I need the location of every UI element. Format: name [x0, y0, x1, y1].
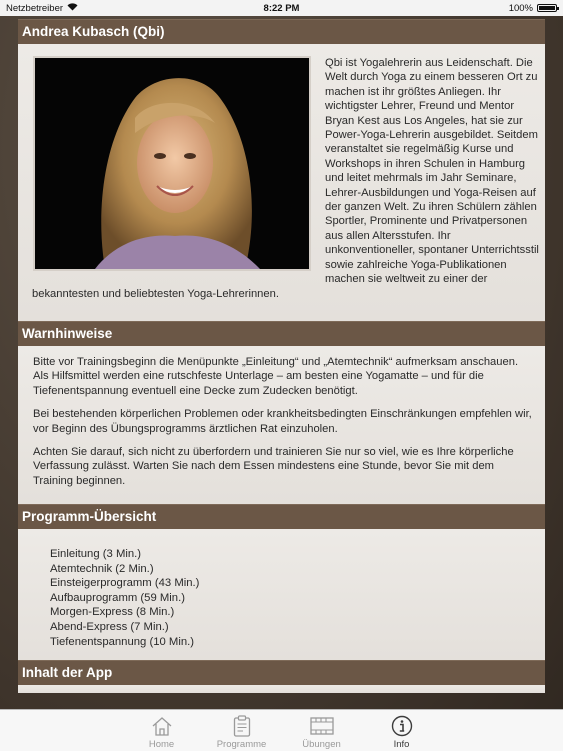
tab-home[interactable]	[122, 710, 202, 751]
status-left	[6, 3, 78, 14]
profile-bio: Qbi ist Yogalehrerin aus Leidenschaft. Die Welt durch Yoga zu einem besseren Ort zu machen ist ihr größtes Anliegen. Ihr wichtigster Lehrer, Freund und Mentor Bryan Kest aus Los Angeles, hat sie zur Power-Yoga-Lehrerin ausgebildet. Seitdem veranstaltet sie regelmäßig Kurse und Workshops in ihren Schulen in Hamburg und leitet mehrmals im Jahr Seminare, Lehrer-Ausbildungen und Yoga-Reisen auf der ganzen Welt. Zu ihren Schülern zählen Sportler, Prominente und Privatpersonen aus allen Altersstufen. Ihr unkonventioneller, spontaner Unterrichtsstil sowie zahlreiche Yoga-Publikationen machen sie weltweit zu einer der bekanntesten und beliebtesten Yoga-Lehrerinnen.	[32, 57, 539, 300]
carrier-label: Netzbetreiber	[6, 2, 64, 14]
warnings-panel	[18, 346, 545, 504]
tab-bar	[0, 709, 563, 751]
content-panel	[18, 685, 545, 693]
list-item: Tiefenentspannung (10 Min.)	[50, 635, 195, 648]
status-right	[509, 3, 557, 14]
battery-percent: 100%	[508, 2, 533, 14]
list-item: Einleitung (3 Min.)	[50, 548, 142, 560]
list-item: Einsteigerprogramm (43 Min.)	[50, 577, 200, 590]
info-scroll-view[interactable]	[18, 19, 545, 693]
profile-photo	[33, 56, 311, 271]
tab-info[interactable]	[362, 710, 442, 751]
content-header: Inhalt der App	[18, 660, 545, 685]
program-list	[50, 547, 535, 649]
list-item: Abend-Express (7 Min.)	[50, 620, 169, 633]
wifi-icon	[67, 3, 78, 14]
tab-label: Übungen	[302, 739, 341, 750]
filmstrip-icon	[310, 714, 334, 738]
tab-label: Info	[393, 739, 410, 750]
status-time: 8:22 PM	[263, 2, 300, 14]
warning-paragraph: Achten Sie darauf, sich nicht zu überfordern und trainieren Sie nur so viel, wie es Ihre körperliche Verfassung zulässt. Warten Sie nach dem Essen mindestens eine Stunde, bevor Sie mit dem Training beginnen.	[33, 446, 514, 487]
home-icon	[150, 714, 174, 738]
warnings-header: Warnhinweise	[18, 321, 545, 346]
tab-label: Programme	[216, 739, 267, 750]
clipboard-icon	[230, 714, 254, 738]
status-bar	[0, 0, 563, 16]
warning-paragraph: Bei bestehenden körperlichen Problemen oder krankheitsbedingten Einschränkungen empfehlen wir, vor Beginn des Übungsprogramms ärztlichen Rat einzuholen.	[33, 408, 532, 435]
profile-header: Andrea Kubasch (Qbi)	[18, 19, 545, 44]
list-item: Aufbauprogramm (59 Min.)	[50, 591, 185, 604]
tab-uebungen[interactable]	[282, 710, 362, 751]
info-icon	[390, 714, 414, 738]
list-item: Morgen-Express (8 Min.)	[50, 606, 175, 619]
portrait-image	[35, 58, 309, 269]
program-panel	[18, 529, 545, 660]
warning-paragraph: Bitte vor Trainingsbeginn die Menüpunkte „Einleitung“ und „Atemtechnik“ aufmerksam anschauen. Als Hilfsmittel werden eine rutschfeste Unterlage – am besten eine Yogamatte – und für die Tiefenentspannung eventuell eine Decke zum Zudecken benötigt.	[33, 356, 519, 397]
list-item: Atemtechnik (2 Min.)	[50, 562, 154, 575]
profile-panel	[18, 44, 545, 321]
tab-programme[interactable]	[202, 710, 282, 751]
program-header: Programm-Übersicht	[18, 504, 545, 529]
tab-label: Home	[148, 739, 175, 750]
battery-icon	[537, 4, 557, 12]
